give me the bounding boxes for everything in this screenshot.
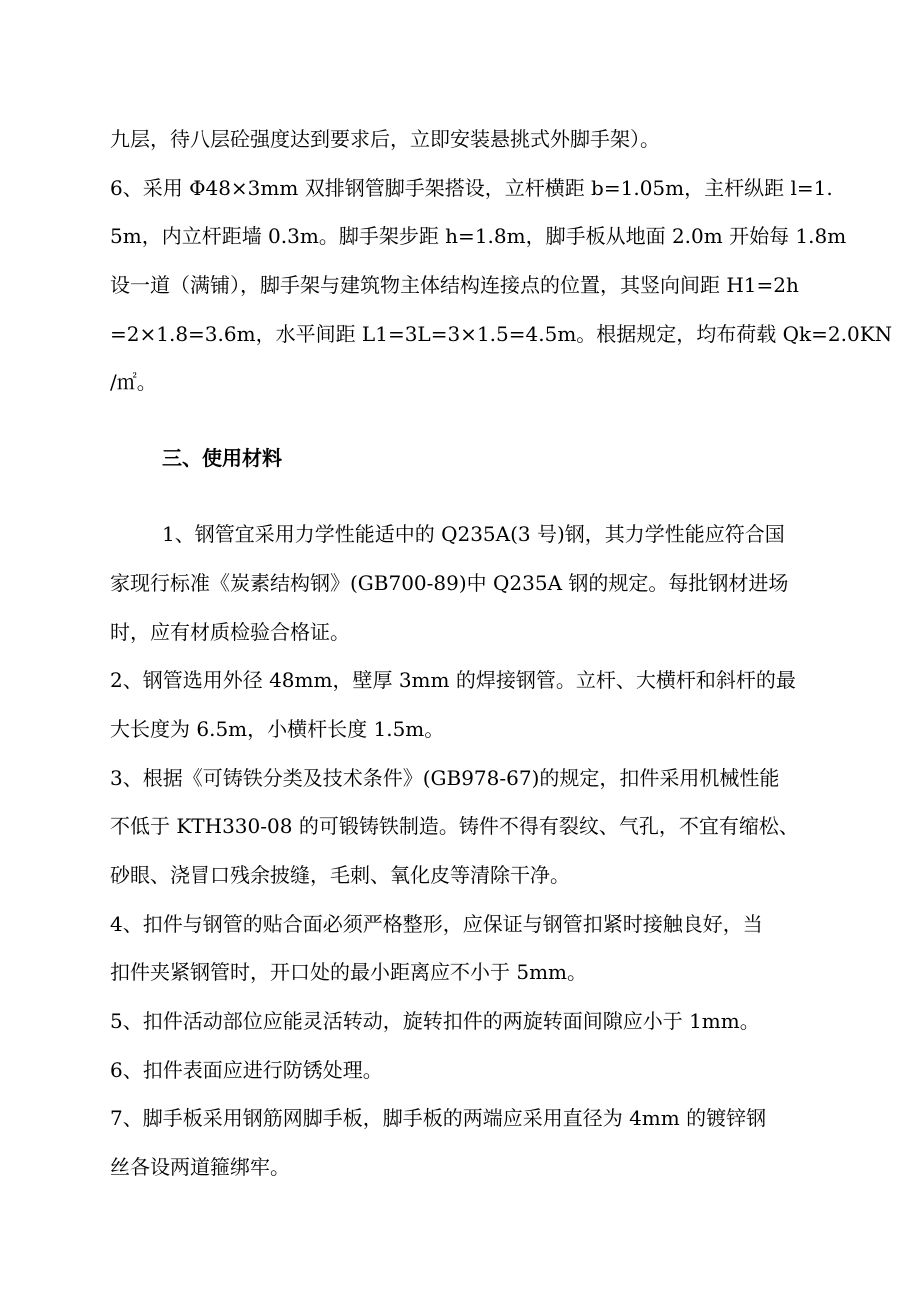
text-line: 3、根据《可铸铁分类及技术条件》(GB978-67)的规定，扣件采用机械性能 — [110, 766, 780, 790]
text-line: 丝各设两道箍绑牢。 — [110, 1155, 290, 1179]
text-line: 砂眼、浇冒口残余披缝，毛刺、氧化皮等清除干净。 — [110, 863, 570, 887]
text-line: 家现行标准《炭素结构钢》(GB700-89)中 Q235A 钢的规定。每批钢材进场 — [110, 571, 789, 595]
text-line: 7、脚手板采用钢筋网脚手板，脚手板的两端应采用直径为 4mm 的镀锌钢 — [110, 1106, 767, 1130]
text-line: 设一道（满铺），脚手架与建筑物主体结构连接点的位置，其竖向间距 H1=2h — [110, 273, 799, 297]
text-line: /㎡。 — [110, 370, 157, 394]
text-line: 扣件夹紧钢管时，开口处的最小距离应不小于 5mm。 — [110, 960, 588, 984]
text-line: =2×1.8=3.6m，水平间距 L1=3L=3×1.5=4.5m。根据规定，均布荷载 Qk=2.0KN — [110, 322, 893, 346]
text-line: 6、扣件表面应进行防锈处理。 — [110, 1058, 383, 1082]
text-line: 6、采用 Φ48×3mm 双排钢管脚手架搭设，立杆横距 b=1.05m，主杆纵距 l=1. — [110, 176, 833, 200]
text-line: 时，应有材质检验合格证。 — [110, 620, 350, 644]
text-line: 不低于 KTH330-08 的可锻铸铁制造。铸件不得有裂纹、气孔，不宜有缩松、 — [110, 814, 799, 838]
text-line: 2、钢管选用外径 48mm，壁厚 3mm 的焊接钢管。立杆、大横杆和斜杆的最 — [110, 668, 796, 692]
text-line: 5m，内立杆距墙 0.3m。脚手架步距 h=1.8m，脚手板从地面 2.0m 开始每 1.8m — [110, 224, 847, 248]
text-line: 九层，待八层砼强度达到要求后，立即安装悬挑式外脚手架）。 — [110, 127, 660, 151]
section-heading: 三、使用材料 — [162, 446, 282, 470]
text-line: 5、扣件活动部位应能灵活转动，旋转扣件的两旋转面间隙应小于 1mm。 — [110, 1009, 760, 1033]
text-line: 4、扣件与钢管的贴合面必须严格整形，应保证与钢管扣紧时接触良好，当 — [110, 912, 763, 936]
text-line: 1、钢管宜采用力学性能适中的 Q235A(3 号)钢，其力学性能应符合国 — [162, 522, 785, 546]
text-line: 大长度为 6.5m，小横杆长度 1.5m。 — [110, 717, 445, 741]
